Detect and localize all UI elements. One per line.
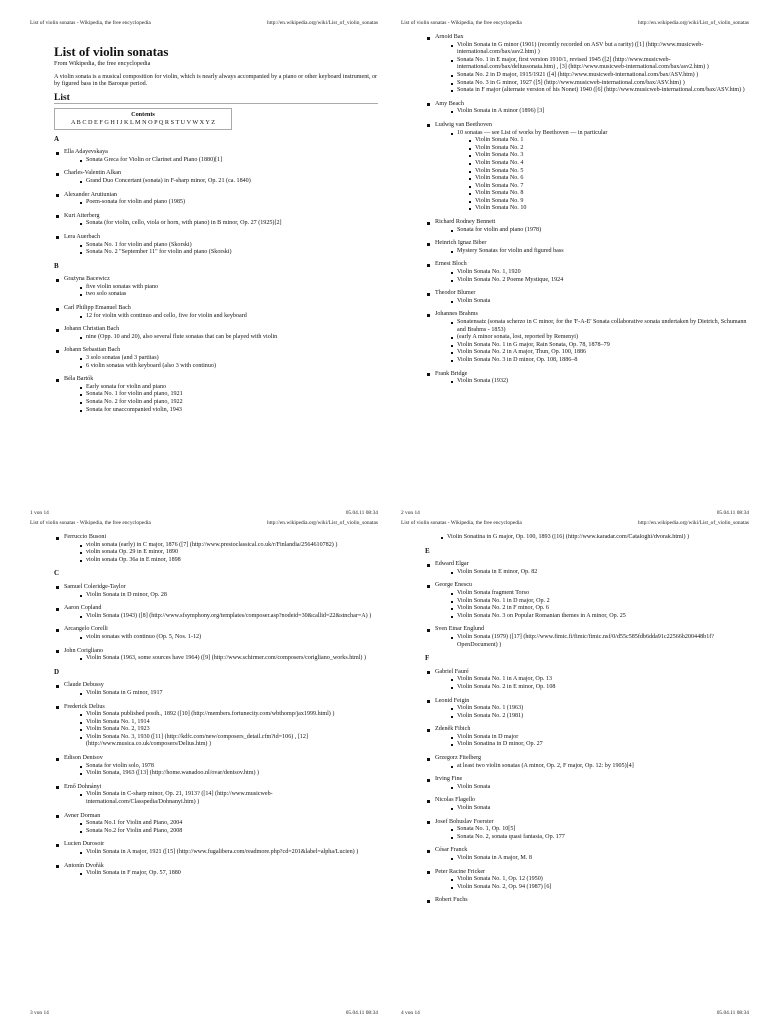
- composer-name[interactable]: Kurt Atterberg: [64, 212, 100, 219]
- work-item[interactable]: Violin Sonata No. 5: [475, 168, 749, 176]
- work-item[interactable]: Poem-sonata for violin and piano (1985): [86, 199, 378, 207]
- header-title: List of violin sonatas - Wikipedia, the free encyclopedia: [401, 520, 522, 526]
- work-item[interactable]: Violin Sonata No. 4: [475, 160, 749, 168]
- work-item[interactable]: Violin Sonata: [457, 805, 749, 813]
- composer-entry: [425, 847, 749, 862]
- footer-date: 05.04.11 08:34: [716, 1010, 749, 1016]
- work-item[interactable]: Sonata in F major (alternate version of his Nonet) 1940 ([6] (http://www.musicweb-international.com/bax/ASV.htm) ): [457, 87, 749, 95]
- work-item[interactable]: Violin Sonata (1979) ([17] (http://www.fimic.fi/fimic/fimic.nsf/0/d55c585fdb6dda91c22566b200448b1f?OpenDocument) ): [457, 634, 749, 649]
- work-item[interactable]: Violin Sonata No. 7: [475, 183, 749, 191]
- work-item[interactable]: Violin Sonata in E minor, Op. 82: [457, 569, 749, 577]
- letter-heading: E: [425, 546, 430, 555]
- work-item[interactable]: Violin Sonata, 1963 ([13] (http://home.wanadoo.nl/ovar/denisov.htm) ): [86, 770, 378, 778]
- works-list: [64, 334, 378, 342]
- page-content: [425, 534, 749, 1000]
- footer-page-number: 2 von 14: [401, 510, 420, 516]
- letter-heading: A: [54, 134, 60, 143]
- composer-entry: [54, 584, 378, 599]
- works-list: [435, 42, 749, 95]
- composer-entry: [54, 326, 378, 341]
- works-list: [435, 826, 749, 841]
- work-item[interactable]: Violin Sonata No. 1 in D major, Op. 2: [457, 598, 749, 606]
- works-list: [64, 791, 378, 806]
- work-item[interactable]: Violin Sonata No. 2 in F minor, Op. 6: [457, 605, 749, 613]
- composer-entry: [425, 797, 749, 812]
- composer-name[interactable]: Claude Debussy: [64, 682, 104, 689]
- header-url[interactable]: http://en.wikipedia.org/wiki/List_of_violin_sonatas: [638, 20, 749, 26]
- composer-name[interactable]: Carl Philipp Emanuel Bach: [64, 305, 131, 312]
- works-list: [435, 784, 749, 792]
- composer-entry: [425, 101, 749, 116]
- works-list: [64, 178, 378, 186]
- work-item[interactable]: Violin Sonata (1932): [457, 378, 749, 386]
- composer-name[interactable]: Edward Elgar: [435, 561, 469, 568]
- composer-name[interactable]: Amy Beach: [435, 100, 464, 107]
- composer-name[interactable]: Frank Bridge: [435, 370, 468, 377]
- page-footer: [30, 1010, 378, 1016]
- work-item[interactable]: violin sonata (early) in C major, 1876 ([7] (http://www.prestoclassical.co.uk/r/Finlandia/2564610782) ): [86, 542, 378, 550]
- composer-name[interactable]: Charles-Valentin Alkan: [64, 170, 122, 177]
- page-1: [14, 20, 384, 516]
- composer-entry: [425, 726, 749, 749]
- works-list: [64, 355, 378, 370]
- works-list: [64, 384, 378, 414]
- work-item[interactable]: Grand Duo Concertant (sonata) in F-sharp minor, Op. 21 (ca. 1840): [86, 178, 378, 186]
- works-list: [64, 542, 378, 565]
- composer-name[interactable]: Heinrich Ignaz Biber: [435, 240, 487, 247]
- composer-name[interactable]: Johannes Brahms: [435, 311, 478, 318]
- work-item[interactable]: at least two violin sonatas (A minor, Op. 2, F major, Op. 12: by 1905)[4]: [457, 763, 749, 771]
- footer-date: 05.04.11 08:34: [345, 1010, 378, 1016]
- works-list: [435, 634, 749, 649]
- work-item[interactable]: Sonata for violin solo, 1978: [86, 763, 378, 771]
- toc-title: Contents: [131, 111, 155, 119]
- composer-name[interactable]: Antonín Dvořák: [64, 862, 104, 869]
- work-item[interactable]: Violin Sonata (1963, some sources have 1964) ([9] (http://www.schirmer.com/composers/corigliano_works.html) ): [86, 655, 378, 663]
- composer-entry: [425, 371, 749, 386]
- work-item[interactable]: Violin Sonata published posth., 1892 ([10] (http://members.fortunecity.com/wbthomp/jax1999.html) ): [86, 711, 378, 719]
- works-list: [435, 298, 749, 306]
- works-list: [64, 613, 378, 621]
- composer-entry: [425, 698, 749, 721]
- composer-entry: [54, 755, 378, 778]
- work-item[interactable]: Sonata No. 2 for violin and piano, 1922: [86, 399, 378, 407]
- footer-page-number: 3 von 14: [30, 1010, 49, 1016]
- work-item[interactable]: nine (Opp. 10 and 20), also several flute sonatas that can be played with violin: [86, 334, 378, 342]
- composer-name[interactable]: Richard Rodney Bennett: [435, 219, 496, 226]
- works-list: [64, 849, 378, 857]
- header-title: List of violin sonatas - Wikipedia, the free encyclopedia: [30, 520, 151, 526]
- composer-entry: [425, 261, 749, 284]
- work-item[interactable]: Sonata No. 2, sonata quasi fantasia, Op. 177: [457, 834, 749, 842]
- works-list: [64, 199, 378, 207]
- composer-entry: [425, 240, 749, 255]
- work-item[interactable]: Violin Sonatina in G major, Op. 100, 1893 ([16] (http://www.karadar.com/Cataloghi/dvorak.html) ): [447, 534, 749, 542]
- intro-paragraph: A violin sonata is a musical composition for violin, which is nearly always accompanied by a piano or other keyboard instrument, or by figured bass in the Baroque period.: [54, 73, 378, 88]
- composer-name[interactable]: Arcangelo Corelli: [64, 626, 108, 633]
- page-title: List of violin sonatas: [54, 44, 169, 59]
- works-list: [435, 855, 749, 863]
- composer-name[interactable]: Peter Racine Fricker: [435, 868, 486, 875]
- page-footer: [401, 510, 749, 516]
- footer-page-number: 1 von 14: [30, 510, 49, 516]
- work-item[interactable]: Violin Sonata No. 2 in E minor, Op. 108: [457, 684, 749, 692]
- composer-entry: [54, 276, 378, 299]
- works-list: [435, 734, 749, 749]
- composer-name[interactable]: Johann Christian Bach: [64, 326, 120, 333]
- page-header: [401, 20, 749, 26]
- letter-heading: B: [54, 261, 59, 270]
- works-list: [64, 870, 378, 878]
- works-list: [64, 763, 378, 778]
- work-item[interactable]: Violin Sonata No. 2: [475, 145, 749, 153]
- page-subtitle: From Wikipedia, the free encyclopedia: [54, 60, 151, 67]
- works-list: [435, 269, 749, 284]
- composer-entry: [54, 863, 378, 878]
- work-item[interactable]: 12 for violin with continuo and cello, five for violin and keyboard: [86, 313, 378, 321]
- composer-name[interactable]: Edison Denisov: [64, 755, 103, 762]
- composer-name[interactable]: Béla Bartók: [64, 376, 94, 383]
- work-item[interactable]: Violin Sonata No. 3 on Popular Romanian themes in A minor, Op. 25: [457, 613, 749, 621]
- work-item[interactable]: Mystery Sonatas for violin and figured bass: [457, 248, 749, 256]
- letter-heading: C: [54, 569, 60, 578]
- composer-entry: [54, 305, 378, 320]
- composer-name[interactable]: Gabriel Fauré: [435, 668, 469, 675]
- composer-entry: [425, 869, 749, 892]
- work-item[interactable]: Sonata No. 1 for violin and piano (Skorski): [86, 242, 378, 250]
- page-footer: [30, 510, 378, 516]
- works-list: [435, 227, 749, 235]
- work-item[interactable]: two solo sonatas: [86, 291, 378, 299]
- header-title: List of violin sonatas - Wikipedia, the free encyclopedia: [401, 20, 522, 26]
- composer-name[interactable]: Johann Sebastian Bach: [64, 347, 121, 354]
- works-list: [435, 319, 749, 365]
- letter-heading: D: [54, 667, 60, 676]
- page-content: [425, 34, 749, 500]
- work-item[interactable]: Violin Sonata No. 1 (1963): [457, 705, 749, 713]
- work-item[interactable]: violin sonata Op. 36a in E minor, 1898: [86, 557, 378, 565]
- work-item[interactable]: Violin Sonata No. 10: [475, 205, 749, 213]
- work-item[interactable]: Sonata No. 3 in G minor, 1927 ([5] (http://www.musicweb-international.com/bax/ASV.htm) ): [457, 80, 749, 88]
- composer-entry: [54, 347, 378, 370]
- work-item[interactable]: five violin sonatas with piano: [86, 284, 378, 292]
- works-list: [435, 108, 749, 116]
- footer-date: 05.04.11 08:34: [345, 510, 378, 516]
- composer-entry: [425, 755, 749, 770]
- composer-entry: [425, 897, 749, 905]
- composer-entry: [425, 669, 749, 692]
- composer-name[interactable]: Leonid Feigin: [435, 697, 470, 704]
- work-item[interactable]: Violin Sonata No. 1 in G major, Rain Sonata, Op. 78, 1878–79: [457, 342, 749, 350]
- work-item[interactable]: Violin Sonata No. 2 Poeme Mystique, 1924: [457, 277, 749, 285]
- composer-name[interactable]: Zdeněk Fibich: [435, 726, 471, 733]
- work-item[interactable]: Violin Sonata No. 6: [475, 175, 749, 183]
- composer-entry: [425, 34, 749, 95]
- work-item[interactable]: Early sonata for violin and piano: [86, 384, 378, 392]
- work-item[interactable]: 3 solo sonatas (and 3 partitas): [86, 355, 378, 363]
- work-item[interactable]: Violin Sonata: [457, 784, 749, 792]
- composer-name[interactable]: Ferruccio Busoni: [64, 534, 107, 540]
- work-item[interactable]: Sonata for unaccompanied violin, 1943: [86, 407, 378, 415]
- work-item[interactable]: Violin Sonata in F major, Op. 57, 1880: [86, 870, 378, 878]
- works-list: [435, 763, 749, 771]
- composer-entry: [54, 149, 378, 164]
- work-item[interactable]: Violin Sonata No. 3, 1930 ([11] (http://kdfc.com/new/composers_detail.cfm?id=106) , [12] (http://www.musica.co.uk/composers/Delius.htm) ): [86, 734, 378, 749]
- composer-name[interactable]: Lucien Durosoir: [64, 841, 105, 848]
- composer-name[interactable]: Alexander Arutiunian: [64, 191, 117, 198]
- work-item[interactable]: Sonata for violin and piano (1978): [457, 227, 749, 235]
- works-list: [435, 676, 749, 691]
- header-url[interactable]: http://en.wikipedia.org/wiki/List_of_violin_sonatas: [638, 520, 749, 526]
- works-list: [435, 876, 749, 891]
- works-list: [435, 248, 749, 256]
- section-heading: List: [54, 95, 378, 105]
- works-list: [64, 313, 378, 321]
- work-item[interactable]: Violin Sonata No. 1, Op. 12 (1950): [457, 876, 749, 884]
- work-item[interactable]: 10 sonatas — see List of works by Beethoven — in particular: [457, 130, 749, 138]
- work-item[interactable]: Sonata No. 2 "September 11" for violin and piano (Skorski): [86, 249, 378, 257]
- work-item[interactable]: Violin Sonata No. 1: [475, 137, 749, 145]
- header-url[interactable]: http://en.wikipedia.org/wiki/List_of_violin_sonatas: [267, 520, 378, 526]
- composer-entry: [54, 192, 378, 207]
- composer-entry: [425, 582, 749, 620]
- composer-entry: [425, 626, 749, 649]
- composer-name[interactable]: Josef Bohuslav Foerster: [435, 818, 494, 825]
- works-list: [435, 130, 749, 138]
- work-item[interactable]: Sonata Greca for Violin or Clarinet and Piano (1880)[1]: [86, 157, 378, 165]
- work-item[interactable]: Violin Sonata No. 2 (1981): [457, 713, 749, 721]
- composer-entry: [54, 626, 378, 641]
- works-list: [64, 655, 378, 663]
- work-item[interactable]: Sonatensatz (sonata scherzo in C minor, for the 'F-A-E' Sonata collaborative sonata undertaken by Dietrich, Schumann and Brahms - 1853): [457, 319, 749, 334]
- works-list: [435, 590, 749, 620]
- work-item[interactable]: Sonata No.1 for Violin and Piano, 2004: [86, 820, 378, 828]
- work-item[interactable]: Violin Sonata No. 1, 1920: [457, 269, 749, 277]
- page-header: [30, 20, 378, 26]
- work-item[interactable]: Violin Sonata No. 1 in A major, Op. 13: [457, 676, 749, 684]
- composer-name[interactable]: Ernő Dohnányi: [64, 783, 102, 790]
- composer-name[interactable]: Ernest Bloch: [435, 261, 467, 268]
- work-item[interactable]: violin sonatas with continuo (Op. 5, Nos. 1-12): [86, 634, 378, 642]
- work-item[interactable]: Sonata No. 1 in E major, first version 1910/1, revised 1945 ([2] (http://www.musicweb-international.com/bax/deliussonata.htm) , [3] (http://www.musicweb-international.com/bax/asv2.htm) ): [457, 57, 749, 72]
- composer-name[interactable]: Grzegorz Fitelberg: [435, 755, 482, 762]
- page-content: [54, 34, 378, 500]
- works-list: [425, 534, 749, 542]
- work-item[interactable]: Violin Sonata in G minor (1901) (recently recorded on ASV but a rarity) ([1] (http://www.musicweb-international.com/bax/asv2.htm) ): [457, 42, 749, 57]
- work-item[interactable]: Sonata No.2 for Violin and Piano, 2008: [86, 828, 378, 836]
- composer-entry: [54, 605, 378, 620]
- work-item[interactable]: Sonata (for violin, cello, viola or horn, with piano) in B minor, Op. 27 (1925)[2]: [86, 220, 378, 228]
- composer-name[interactable]: Robert Fuchs: [435, 897, 468, 904]
- composer-name[interactable]: Avner Dorman: [64, 812, 101, 819]
- composer-entry: [425, 290, 749, 305]
- composer-name[interactable]: Lera Auerbach: [64, 233, 101, 240]
- composer-name[interactable]: Ella Adayevskaya: [64, 149, 108, 156]
- work-item[interactable]: (early A minor sonata, lost, reported by Remenyi): [457, 334, 749, 342]
- subworks-list: [435, 137, 749, 213]
- composer-name[interactable]: Nicolas Flagello: [435, 797, 476, 804]
- works-list: [64, 220, 378, 228]
- composer-entry: [425, 776, 749, 791]
- works-list: [64, 820, 378, 835]
- work-item[interactable]: Violin Sonata in A major, 1921 ([15] (http://www.fugalibera.com/readmore.php?cd=201&label=alpha/Lucien) ): [86, 849, 378, 857]
- composer-name[interactable]: Samuel Coleridge-Taylor: [64, 583, 126, 590]
- works-list: [64, 711, 378, 749]
- composer-entry: [54, 170, 378, 185]
- work-item[interactable]: Violin Sonata in D major: [457, 734, 749, 742]
- works-list: [64, 690, 378, 698]
- work-item[interactable]: Violin Sonata No. 9: [475, 198, 749, 206]
- page-header: [30, 520, 378, 526]
- composer-entry: [54, 784, 378, 807]
- footer-page-number: 4 von 14: [401, 1010, 420, 1016]
- letter-heading: F: [425, 654, 430, 663]
- composer-entry: [425, 819, 749, 842]
- composer-name[interactable]: Grażyna Bacewicz: [64, 276, 110, 283]
- work-item[interactable]: Violin Sonata in C-sharp minor, Op. 21, 1913? ([14] (http://www.musicweb-international.com/Classpedia/Dohnanyi.htm) ): [86, 791, 378, 806]
- work-item[interactable]: Violin Sonata No. 2, Op. 94 (1987) [6]: [457, 884, 749, 892]
- composer-entry: [425, 534, 749, 542]
- composer-entry: [54, 648, 378, 663]
- composer-name[interactable]: George Enescu: [435, 582, 472, 589]
- composer-entry: [425, 561, 749, 576]
- work-item[interactable]: Violin Sonata No. 2, 1923: [86, 726, 378, 734]
- toc-letters[interactable]: A B C D E F G H I J K L M N O P Q R S T U V W X Y Z: [71, 118, 215, 126]
- works-list: [435, 569, 749, 577]
- work-item[interactable]: Violin Sonata No. 3 in D minor, Op. 108, 1886–8: [457, 357, 749, 365]
- header-title: List of violin sonatas - Wikipedia, the free encyclopedia: [30, 20, 151, 26]
- work-item[interactable]: Sonata No. 2 in D major, 1915/1921 ([4] (http://www.musicweb-international.com/bax/ASV.htm) ): [457, 72, 749, 80]
- composer-entry: [54, 376, 378, 414]
- table-of-contents: [54, 108, 232, 129]
- composer-entry: [425, 122, 749, 213]
- work-item[interactable]: Violin Sonata No. 1, 1914: [86, 719, 378, 727]
- work-item[interactable]: Violin Sonata (1943) ([8] (http://www.sfsymphony.org/templates/composer.asp?nodeid=30&callid=22&stnchar=A) ): [86, 613, 378, 621]
- composer-entry: [54, 682, 378, 697]
- composer-entry: [54, 704, 378, 750]
- page-content: [54, 534, 378, 1000]
- composer-entry: [54, 841, 378, 856]
- work-item[interactable]: Violin Sonata: [457, 298, 749, 306]
- composer-entry: [54, 813, 378, 836]
- work-item[interactable]: violin sonata Op. 29 in E minor, 1890: [86, 549, 378, 557]
- page-3: [14, 520, 384, 1016]
- composer-entry: [54, 234, 378, 257]
- work-item[interactable]: Violin Sonata in G minor, 1917: [86, 690, 378, 698]
- works-list: [64, 592, 378, 600]
- works-list: [435, 805, 749, 813]
- works-list: [435, 705, 749, 720]
- page-4: [385, 520, 755, 1016]
- work-item[interactable]: Violin Sonata No. 3: [475, 152, 749, 160]
- work-item[interactable]: Sonata No. 1 for violin and piano, 1921: [86, 391, 378, 399]
- page-2: [385, 20, 755, 516]
- page-footer: [401, 1010, 749, 1016]
- work-item[interactable]: Sonata No. 1, Op. 10[5]: [457, 826, 749, 834]
- page-header: [401, 520, 749, 526]
- works-list: [64, 284, 378, 299]
- composer-name[interactable]: Irving Fine: [435, 776, 463, 783]
- work-item[interactable]: Violin Sonatina in D minor, Op. 27: [457, 741, 749, 749]
- header-url[interactable]: http://en.wikipedia.org/wiki/List_of_violin_sonatas: [267, 20, 378, 26]
- composer-name[interactable]: Arnold Bax: [435, 34, 464, 40]
- composer-entry: [425, 311, 749, 364]
- works-list: [64, 242, 378, 257]
- works-list: [64, 634, 378, 642]
- composer-name[interactable]: Ludwig van Beethoven: [435, 121, 492, 128]
- composer-name[interactable]: Frederick Delius: [64, 703, 105, 710]
- work-item[interactable]: Violin Sonata No. 8: [475, 190, 749, 198]
- composer-entry: [425, 219, 749, 234]
- composer-entry: [54, 213, 378, 228]
- composer-name[interactable]: Theodor Blumer: [435, 290, 476, 297]
- work-item[interactable]: Violin Sonata in D minor, Op. 28: [86, 592, 378, 600]
- work-item[interactable]: Violin Sonata No. 2 in A major, Thun, Op. 100, 1886: [457, 349, 749, 357]
- composer-entry: [54, 534, 378, 564]
- composer-name[interactable]: César Franck: [435, 847, 468, 854]
- works-list: [64, 157, 378, 165]
- composer-name[interactable]: Aaron Copland: [64, 605, 102, 612]
- works-list: [435, 378, 749, 386]
- work-item[interactable]: 6 violin sonatas with keyboard (also 3 with continuo): [86, 363, 378, 371]
- work-item[interactable]: Violin Sonata in A minor (1896) [3]: [457, 108, 749, 116]
- work-item[interactable]: Violin Sonata fragment Torso: [457, 590, 749, 598]
- work-item[interactable]: Violin Sonata in A major, M. 8: [457, 855, 749, 863]
- composer-name[interactable]: John Corigliano: [64, 647, 104, 654]
- footer-date: 05.04.11 08:34: [716, 510, 749, 516]
- composer-name[interactable]: Sven Einar Englund: [435, 626, 485, 633]
